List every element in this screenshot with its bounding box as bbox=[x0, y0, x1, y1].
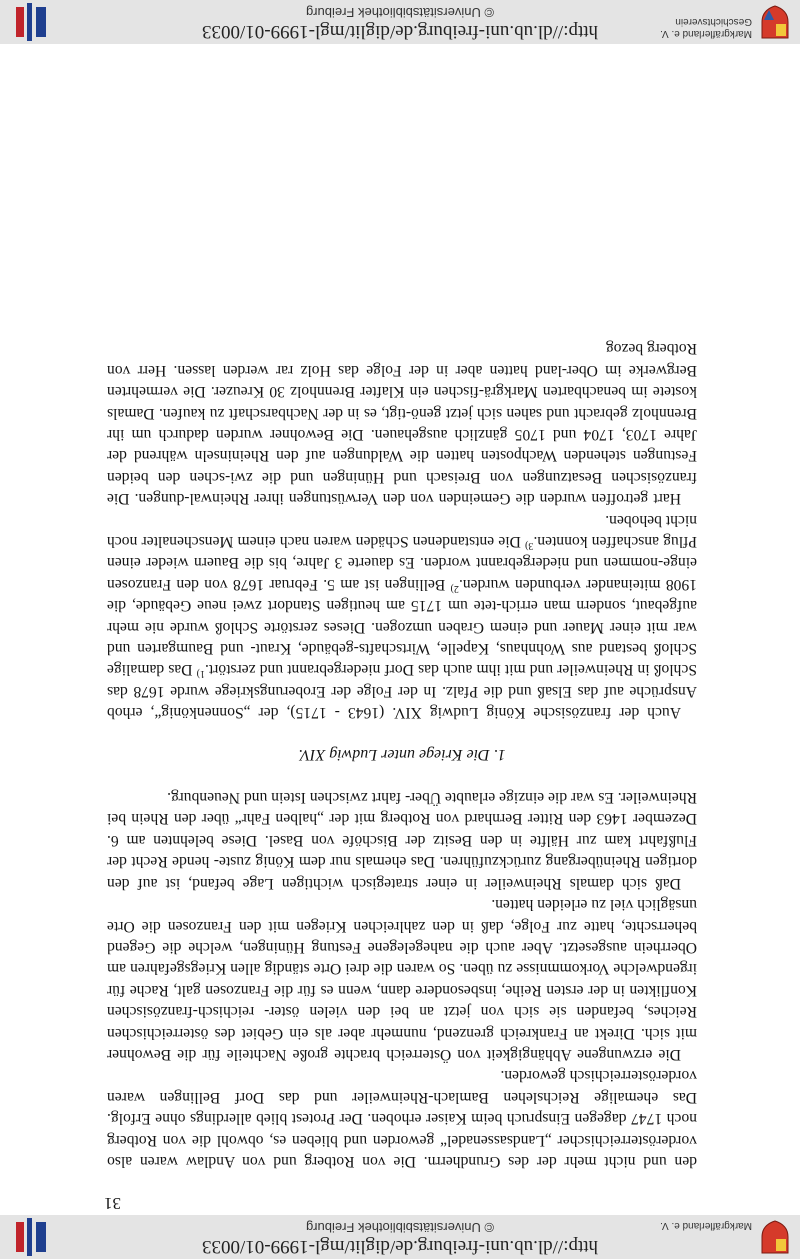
page-number: 31 bbox=[104, 1194, 121, 1213]
paragraph-4: Auch der französische König Ludwig XIV. (1643 - 1715), der „Sonnenkönig“, erhob Ansprüche auf das Elsaß und die Pfalz. In der Folge der Eroberungskriege wurde 1678 das Schloß in Rheinweiler und mit ihm auch das Dorf niedergebrannt und zerstört.$^{1)}$ Das damalige Schloß bestand aus Wohnhaus, Kapelle, Wirtschafts-gebäude, Kraut- und Baumgarten und war mit einer Mauer und einem Graben umzogen. Dieses zerstörte Schloß wurde nie mehr aufgebaut, sondern man errich-tete um 1715 am heutigen Standort zwei neue Gebäude, die 1908 miteinander verbunden wurden.$^{2)}$ Bellingen ist am 5. Februar 1678 von den Franzosen einge-nommen und niedergebrannt worden. Es dauerte 3 Jahre, bis die Bauern wieder einen Pflug anschaffen konnten.$^{3)}$ Die entstandenen Schäden waren nach einem Menschenalter noch nicht behoben. bbox=[107, 511, 697, 722]
section-heading: 1. Die Kriege unter Ludwig XIV. bbox=[298, 745, 506, 763]
document-body bbox=[107, 338, 697, 1172]
footer-url[interactable]: http://dl.ub.uni-freiburg.de/diglit/mgl-1999-01/0033 bbox=[202, 21, 598, 42]
paragraph-1: den und nicht mehr der des Grundherrn. Die von Rotberg und von Andlaw waren also vorderösterreichischer „Landsassenadel“ geworden und blieben es, obwohl die von Rotberg noch 1747 dagegen Einspruch beim Kaiser erhoben. Der Protest blieb allerdings ohne Erfolg. Das ehemalige Reichslehen Bamlach-Rheinweiler und das Dorf Bellingen waren vorderösterreichisch geworden. bbox=[107, 1067, 697, 1170]
footer-bar bbox=[0, 0, 800, 44]
footer-society: Markgräflerland e. V. Geschichtsverein bbox=[660, 16, 752, 39]
paragraph-5: Hart getroffen wurden die Gemeinden von den Verwüstungen ihrer Rheinwal-dungen. Die französischen Besatzungen von Breisach und Hüningen und die zwi-schen den beiden Festungen stehenden Wachposten hatten die Waldungen auf den Rheininseln während der Jahre 1703, 1704 und 1705 gänzlich ausgehauen. Die Bewohner wurden dadurch um ihr Brennholz gebracht und sahen sich jetzt genö-tigt, es in der Nachbarschaft zu kaufen. Damals kostete im benachbarten Markgrä-fischen ein Klafter Brennholz 30 Kreuzer. Die vermehrten Bergwerke im Ober-land hatten aber in der Folge das Holz rar werden lassen. Herr von Rotberg bezog bbox=[107, 340, 697, 508]
header-library: © Universitätsbibliothek Freiburg bbox=[305, 1220, 495, 1235]
coat-of-arms-icon bbox=[760, 4, 790, 40]
footer-library: © Universitätsbibliothek Freiburg bbox=[305, 5, 495, 20]
paragraph-2: Die erzwungene Abhängigkeit von Österreich brachte große Nachteile für die Bewohner mit sich. Direkt an Frankreich grenzend, nunmehr aber als ein Gebiet des österreichischen Reiches, befanden sie sich von jetzt an bei den vielen öster- reichisch-französischen Konflikten in der ersten Reihe, insbesondere dann, wenn es für die Franzosen galt, Rache für irgendwelche Vorkommnisse zu üben. So waren die drei Orte ständig allen Kriegsgefahren am Oberrhein ausgesetzt. Aber auch die nahegelegene Festung Hüningen, welche die Gegend beherrschte, hatte zur Folge, daß in den zahlreichen Kriegen mit den Franzosen die Orte unsäglich viel zu erleiden hatten. bbox=[106, 896, 697, 1063]
footnote-ref-3: 3) bbox=[525, 540, 534, 552]
paragraph-3: Daß sich damals Rheinweiler in einer strategisch wichtigen Lage befand, ist auf den dortigen Rheinübergang zurückzuführen. Das ehemals nur dem König zuste- hende Recht der Flußfahrt kam zur Hälfte in den Besitz der Bischöfe von Basel. Diese belehnten am 6. Dezember 1463 den Ritter Bernhard von Rotberg mit der „halben Fahr“ über den Rhein bei Rheinweiler. Es war die einzige erlaubte Über- fahrt zwischen Istein und Neuenburg. bbox=[106, 789, 697, 892]
header-bar bbox=[0, 1215, 800, 1259]
header-society: Markgräflerland e. V. bbox=[660, 1220, 752, 1231]
footnote-ref-1: 1) bbox=[196, 668, 205, 680]
footnote-ref-2: 2) bbox=[450, 583, 459, 595]
coat-of-arms-icon bbox=[760, 1219, 790, 1255]
header-url[interactable]: http://dl.ub.uni-freiburg.de/diglit/mgl-1999-01/0033 bbox=[202, 1236, 598, 1257]
